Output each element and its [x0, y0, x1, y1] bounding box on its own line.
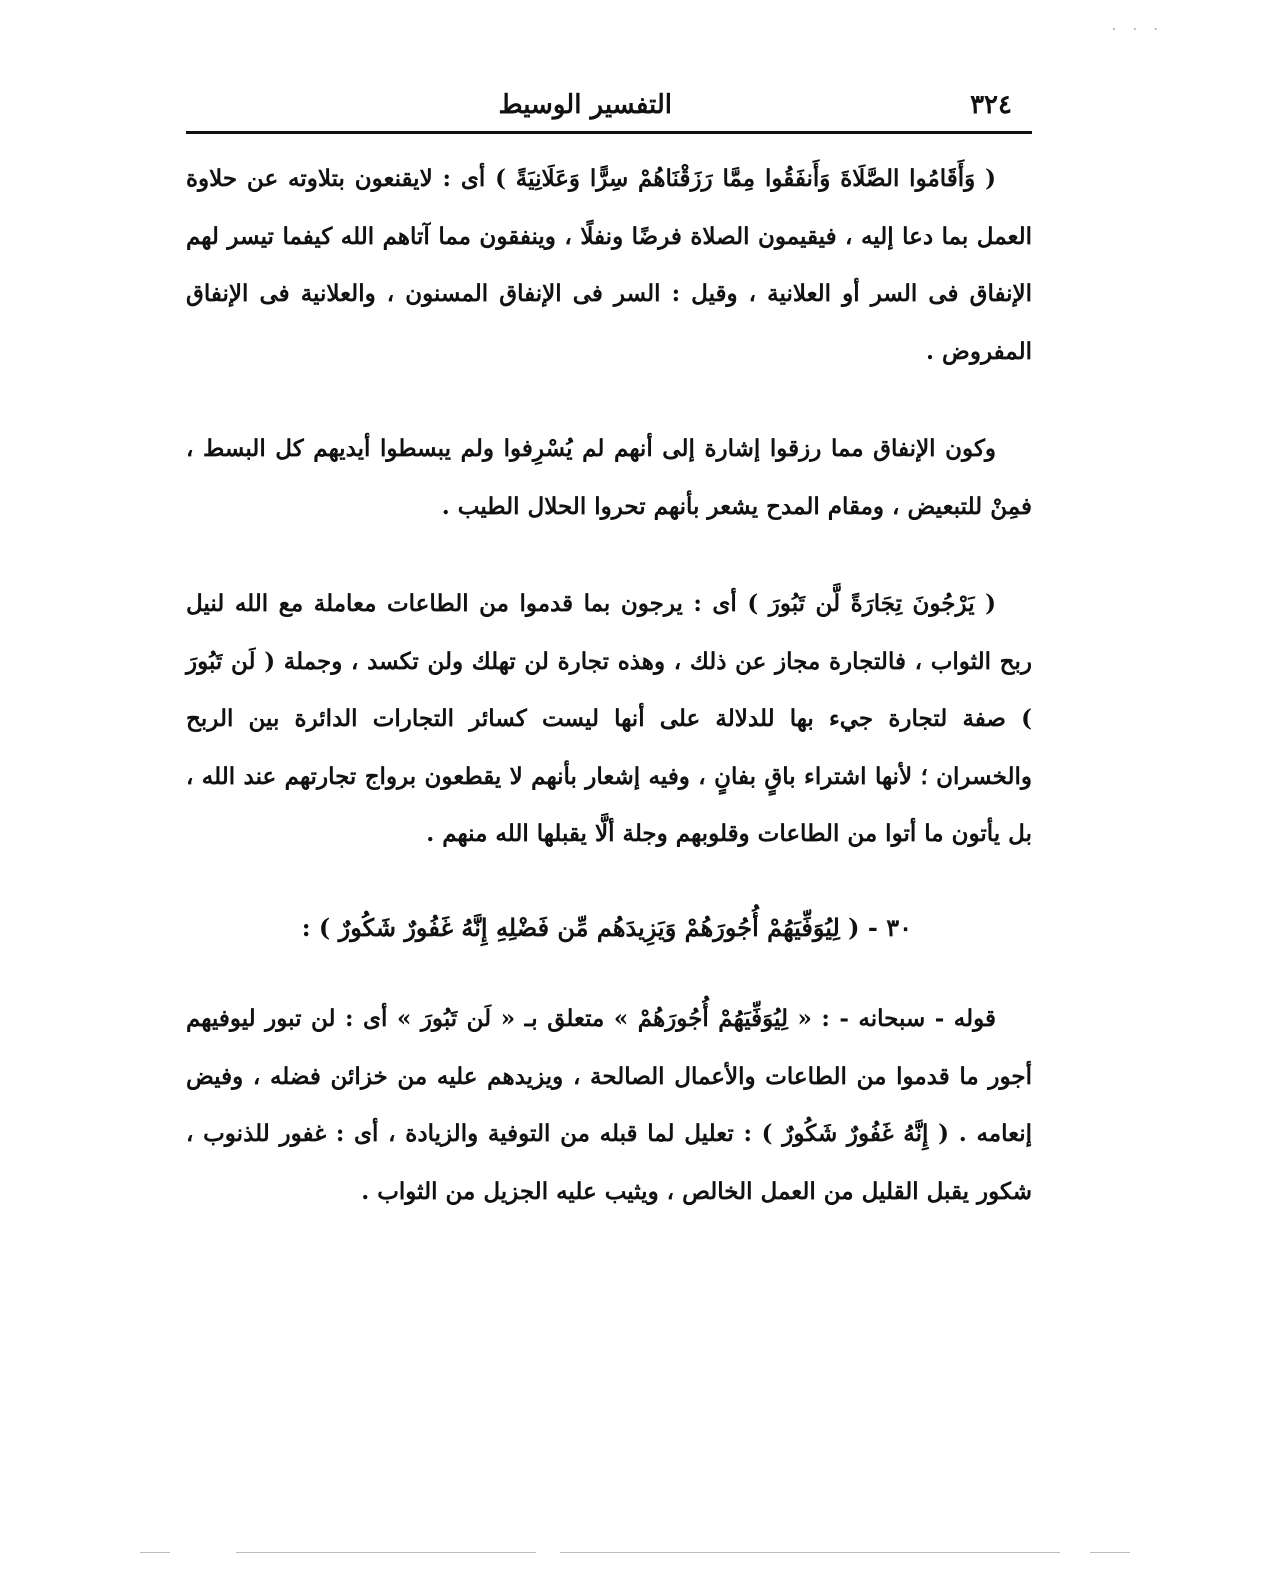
footer-scan-line — [1090, 1552, 1130, 1553]
footer-scan-line — [236, 1552, 536, 1553]
paragraph-verse-29-commentary: ( وَأَقَامُوا الصَّلَاةَ وَأَنفَقُوا مِمَّا رَزَقْنَاهُمْ سِرًّا وَعَلَانِيَةً ) أى : لايقنعون بتلاوته عن حلاوة العمل بما دعا إليه ، فيقيمون الصلاة فرضًا ونفلًا ، وينفقون مما آتاهم الله كيفما تيسر لهم الإنفاق فى السر أو العلانية ، وقيل : السر فى الإنفاق المسنون ، والعلانية فى الإنفاق المفروض . — [186, 165, 1032, 365]
header-rule — [186, 131, 1032, 134]
page-header — [186, 88, 1032, 128]
running-title: التفسير الوسيط — [498, 90, 672, 120]
footer-scan-line — [140, 1552, 170, 1553]
page-number: ٣٢٤ — [970, 90, 1012, 120]
page-body — [186, 150, 1032, 1220]
footer-scan-line — [560, 1552, 1060, 1553]
paragraph-verse-30-commentary: قوله - سبحانه - : « لِيُوَفِّيَهُمْ أُجُورَهُمْ » متعلق بـ « لَن تَبُورَ » أى : لن تبور ليوفيهم أجور ما قدموا من الطاعات والأعمال الصالحة ، ويزيدهم عليه من خزائن فضله ، وفيض إنعامه . ( إِنَّهُ غَفُورٌ شَكُورٌ ) : تعليل لما قبله من التوفية والزيادة ، أى : غفور للذنوب ، شكور يقبل القليل من العمل الخالص ، ويثيب عليه الجزيل من الثواب . — [186, 1005, 1032, 1205]
paragraph-infaq-note: وكون الإنفاق مما رزقوا إشارة إلى أنهم لم يُسْرِفوا ولم يبسطوا أيديهم كل البسط ، فمِنْ للتبعيض ، ومقام المدح يشعر بأنهم تحروا الحلال الطيب . — [186, 435, 1032, 520]
paragraph-tijara-commentary: ( يَرْجُونَ تِجَارَةً لَّن تَبُورَ ) أى : يرجون بما قدموا من الطاعات معاملة مع الله لنيل ربح الثواب ، فالتجارة مجاز عن ذلك ، وهذه تجارة لن تهلك ولن تكسد ، وجملة ( لَن تَبُورَ ) صفة لتجارة جيء بها للدلالة على أنها ليست كسائر التجارات الدائرة بين الربح والخسران ؛ لأنها اشتراء باقٍ بفانٍ ، وفيه إشعار بأنهم لا يقطعون برواج تجارتهم عند الله ، بل يأتون ما أتوا من الطاعات وقلوبهم وجلة ألَّا يقبلها الله منهم . — [186, 590, 1032, 847]
scan-corner-marks: · · · — [1111, 22, 1164, 38]
verse-30-heading: ٣٠ - ( لِيُوَفِّيَهُمْ أُجُورَهُمْ وَيَزِيدَهُم مِّن فَضْلِهِ إِنَّهُ غَفُورٌ شَكُورٌ ) : — [301, 912, 912, 942]
